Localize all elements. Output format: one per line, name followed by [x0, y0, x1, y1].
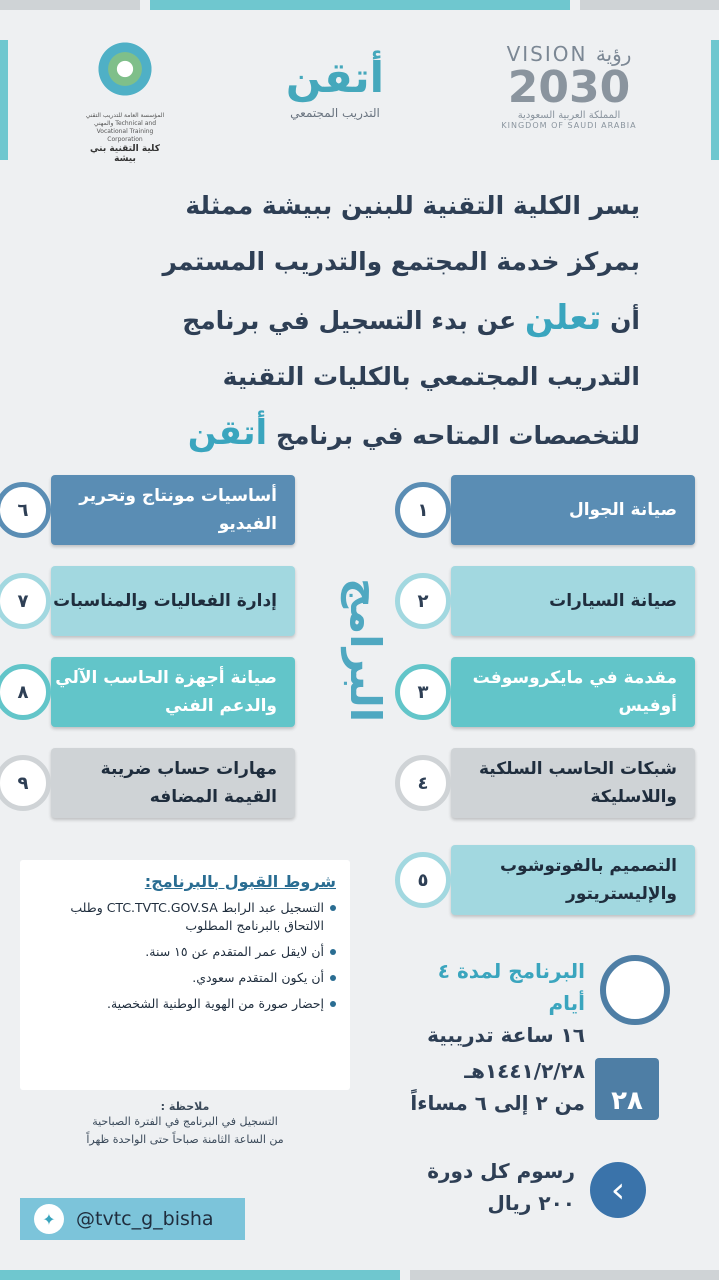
- duration-line: ١٦ ساعة تدريبية: [427, 1023, 585, 1047]
- program-item: [417, 845, 695, 915]
- vision-country-ar: المملكة العربية السعودية: [517, 110, 621, 121]
- program-number: ٦: [0, 482, 51, 538]
- header-logos: [0, 30, 719, 164]
- intro-word: للتخصصات المتاحه في برنامج: [275, 421, 640, 450]
- vision-2030-logo: [499, 42, 639, 130]
- intro-word: أن: [610, 306, 640, 335]
- college-logo: [80, 38, 170, 164]
- itqan-subtitle: التدريب المجتمعي: [290, 106, 380, 120]
- fee-line: رسوم كل دورة: [427, 1159, 575, 1183]
- vision-year: 2030: [507, 62, 631, 113]
- programs-title: البرامج: [341, 577, 390, 723]
- condition-item: التسجيل عبد الرابط CTC.TVTC.GOV.SA وطلب الالتحاق بالبرنامج المطلوب: [34, 899, 336, 935]
- program-item: [417, 566, 695, 636]
- intro-highlight: أتقن: [187, 413, 268, 453]
- clock-icon: [600, 955, 670, 1025]
- top-accent-bar: [150, 0, 570, 10]
- program-label: صيانة السيارات: [451, 566, 695, 636]
- intro-highlight: تعلن: [524, 298, 602, 338]
- program-number: ٨: [0, 664, 51, 720]
- bottom-accent-bar: [410, 1270, 719, 1280]
- college-name: كلية التقنية بني بيشة: [90, 144, 160, 164]
- program-item: [17, 475, 295, 545]
- program-label: مهارات حساب ضريبة القيمة المضافه: [51, 748, 295, 818]
- program-label: شبكات الحاسب السلكية واللاسليكة: [451, 748, 695, 818]
- intro-line: [60, 290, 640, 349]
- note-line: من الساعة الثامنة صباحاً حتى الواحدة ظهراً: [86, 1133, 284, 1146]
- intro-line: [60, 405, 640, 464]
- conditions-title: شروط القبول بالبرنامج:: [144, 872, 336, 891]
- fee-line: ٢٠٠ ريال: [487, 1191, 575, 1215]
- program-label: التصميم بالفوتوشوب والإليستريتور: [451, 845, 695, 915]
- chevron-left-icon: ‹: [590, 1162, 646, 1218]
- date-line: ١٤٤١/٢/٢٨هـ: [464, 1059, 585, 1083]
- college-emblem-icon: [94, 38, 156, 100]
- admission-conditions: [20, 860, 350, 1090]
- program-item: [17, 748, 295, 818]
- program-item: [417, 748, 695, 818]
- note-block: [30, 1100, 340, 1149]
- duration-info: [405, 955, 585, 1051]
- bottom-accent-bar: [0, 1270, 400, 1280]
- intro-word: عن بدء التسجيل في برنامج: [182, 306, 517, 335]
- top-accent-bar: [0, 0, 140, 10]
- intro-line: التدريب المجتمعي بالكليات التقنية: [222, 362, 640, 391]
- intro-line: بمركز خدمة المجتمع والتدريب المستمر: [162, 247, 640, 276]
- program-number: ٢: [395, 573, 451, 629]
- note-line: التسجيل في البرنامج في الفترة الصباحية: [92, 1115, 278, 1128]
- program-number: ١: [395, 482, 451, 538]
- program-label: مقدمة في مايكروسوفت أوفيس: [451, 657, 695, 727]
- condition-item: أن لايقل عمر المتقدم عن ١٥ سنة.: [34, 943, 336, 961]
- program-number: ٧: [0, 573, 51, 629]
- program-item: [417, 657, 695, 727]
- calendar-icon: ٢٨: [595, 1058, 659, 1120]
- program-label: إدارة الفعاليات والمناسبات: [51, 566, 295, 636]
- itqan-logo: [275, 50, 395, 120]
- program-item: [17, 566, 295, 636]
- program-number: ٣: [395, 664, 451, 720]
- program-label: أساسيات مونتاج وتحرير الفيديو: [51, 475, 295, 545]
- program-label: صيانة الجوال: [451, 475, 695, 545]
- program-label: صيانة أجهزة الحاسب الآلي والدعم الفني: [51, 657, 295, 727]
- note-title: ملاحظة :: [160, 1100, 210, 1113]
- twitter-icon: ✦: [34, 1204, 64, 1234]
- program-number: ٩: [0, 755, 51, 811]
- vision-en: VISION: [506, 42, 588, 66]
- announcement-text: [60, 178, 640, 464]
- program-item: [417, 475, 695, 545]
- condition-item: أن يكون المتقدم سعودي.: [34, 969, 336, 987]
- vision-country-en: KINGDOM OF SAUDI ARABIA: [501, 121, 637, 130]
- itqan-name: أتقن: [285, 53, 385, 102]
- program-number: ٤: [395, 755, 451, 811]
- date-info: [405, 1055, 585, 1119]
- program-item: [17, 657, 295, 727]
- vision-ar: رؤية: [595, 42, 632, 66]
- top-accent-bar: [580, 0, 719, 10]
- condition-item: إحضار صورة من الهوية الوطنية الشخصية.: [34, 995, 336, 1013]
- college-org: المؤسسة العامة للتدريب التقني والمهني Technical and Vocational Training Corporation: [85, 112, 165, 143]
- intro-line: يسر الكلية التقنية للبنين ببيشة ممثلة: [185, 191, 640, 220]
- date-line: من ٢ إلى ٦ مساءاً: [410, 1091, 585, 1115]
- program-number: ٥: [395, 852, 451, 908]
- twitter-handle[interactable]: @tvtc_g_bisha: [76, 1208, 214, 1230]
- twitter-handle-bar[interactable]: [20, 1198, 245, 1240]
- duration-line: البرنامج لمدة ٤ أيام: [437, 959, 585, 1015]
- fee-info: [405, 1155, 575, 1219]
